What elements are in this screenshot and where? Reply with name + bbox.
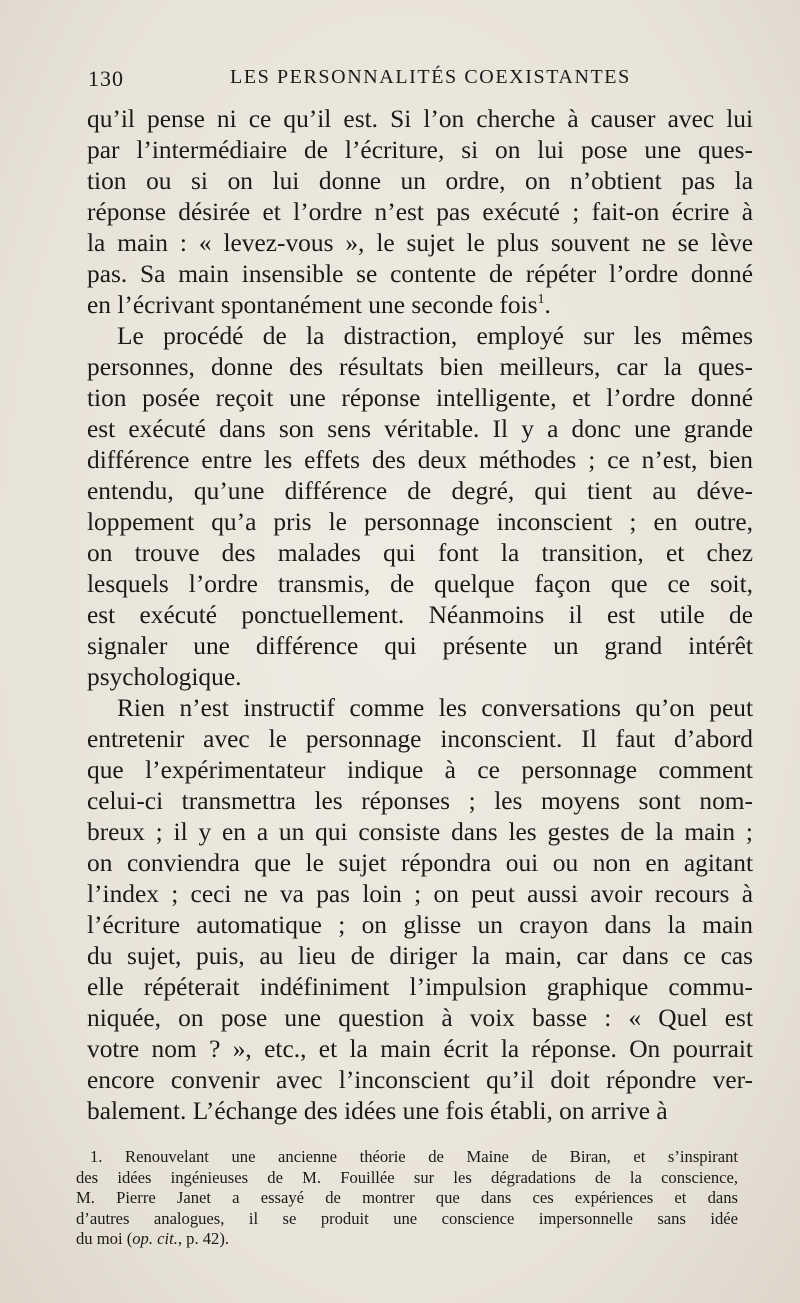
text-line: personnes, donne des résultats bien meilleurs, car la ques- — [87, 353, 753, 381]
paragraph — [87, 104, 753, 321]
text-line: Le procédé de la distraction, employé sur les mêmes — [117, 322, 753, 350]
text-line: entretenir avec le personnage inconscient. Il faut d’abord — [87, 725, 753, 753]
citation-italic: op. cit. — [132, 1229, 178, 1248]
paragraph — [87, 693, 753, 1127]
paragraph — [87, 321, 753, 693]
text-line: la main : « levez-vous », le sujet le plus souvent ne se lève — [87, 229, 753, 257]
text-line: on trouve des malades qui font la transition, et chez — [87, 539, 753, 567]
footnote-line: 1. Renouvelant une ancienne théorie de Maine de Biran, et s’inspirant — [90, 1147, 738, 1166]
footnote-line: M. Pierre Janet a essayé de montrer que dans ces expériences et dans — [76, 1188, 738, 1207]
text-line: par l’intermédiaire de l’écriture, si on lui pose une ques- — [87, 136, 753, 164]
footnote-ref[interactable]: 1 — [537, 292, 545, 307]
text-line: Rien n’est instructif comme les conversations qu’on peut — [117, 694, 753, 722]
body-text — [87, 104, 753, 1127]
text-line: psychologique. — [87, 663, 242, 691]
text-line: breux ; il y en a un qui consiste dans les gestes de la main ; — [87, 818, 753, 846]
text-line: en l’écrivant spontanément une seconde fois$^1$. — [87, 291, 551, 319]
footnote-line: des idées ingénieuses de M. Fouillée sur les dégradations de la conscience, — [76, 1167, 738, 1187]
text-line: lesquels l’ordre transmis, de quelque façon que ce soit, — [87, 570, 753, 598]
text-line: est exécuté ponctuellement. Néanmoins il est utile de — [87, 601, 753, 629]
text-line: l’index ; ceci ne va pas loin ; on peut aussi avoir recours à — [87, 880, 753, 908]
text-line: que l’expérimentateur indique à ce personnage comment — [87, 756, 753, 784]
text-line: différence entre les effets des deux méthodes ; ce n’est, bien — [87, 446, 753, 474]
page-number: 130 — [88, 66, 124, 91]
text-line: elle répéterait indéfiniment l’impulsion graphique commu- — [87, 973, 753, 1001]
page-header — [88, 66, 760, 96]
text-line: réponse désirée et l’ordre n’est pas exécuté ; fait-on écrire à — [87, 198, 753, 226]
text-line: l’écriture automatique ; on glisse un crayon dans la main — [87, 911, 753, 939]
text-line: tion posée reçoit une réponse intelligente, et l’ordre donné — [87, 384, 753, 412]
text-line: balement. L’échange des idées une fois établi, on arrive à — [87, 1097, 668, 1125]
running-head: LES PERSONNALITÉS COEXISTANTES — [230, 66, 631, 88]
text-line: on conviendra que le sujet répondra oui ou non en agitant — [87, 849, 753, 877]
footnote-line: du moi (op. cit., p. 42). — [76, 1229, 230, 1248]
footnote — [76, 1147, 738, 1250]
text-line: entendu, qu’une différence de degré, qui tient au déve- — [87, 477, 753, 505]
text-line: qu’il pense ni ce qu’il est. Si l’on cherche à causer avec lui — [87, 105, 753, 133]
text-line: celui-ci transmettra les réponses ; les moyens sont nom- — [87, 787, 753, 815]
text-line: votre nom ? », etc., et la main écrit la réponse. On pourrait — [87, 1035, 753, 1063]
footnote-line: d’autres analogues, il se produit une conscience impersonnelle sans idée — [76, 1208, 738, 1228]
text-line: encore convenir avec l’inconscient qu’il doit répondre ver- — [87, 1066, 753, 1094]
text-line: est exécuté dans son sens véritable. Il y a donc une grande — [87, 415, 753, 443]
text-line: signaler une différence qui présente un grand intérêt — [87, 632, 753, 660]
text-line: pas. Sa main insensible se contente de répéter l’ordre donné — [87, 260, 753, 288]
text-line: loppement qu’a pris le personnage inconscient ; en outre, — [87, 508, 753, 536]
text-line: niquée, on pose une question à voix basse : « Quel est — [87, 1004, 753, 1032]
text-line: tion ou si on lui donne un ordre, on n’obtient pas la — [87, 167, 753, 195]
text-line: du sujet, puis, au lieu de diriger la main, car dans ce cas — [87, 942, 753, 970]
